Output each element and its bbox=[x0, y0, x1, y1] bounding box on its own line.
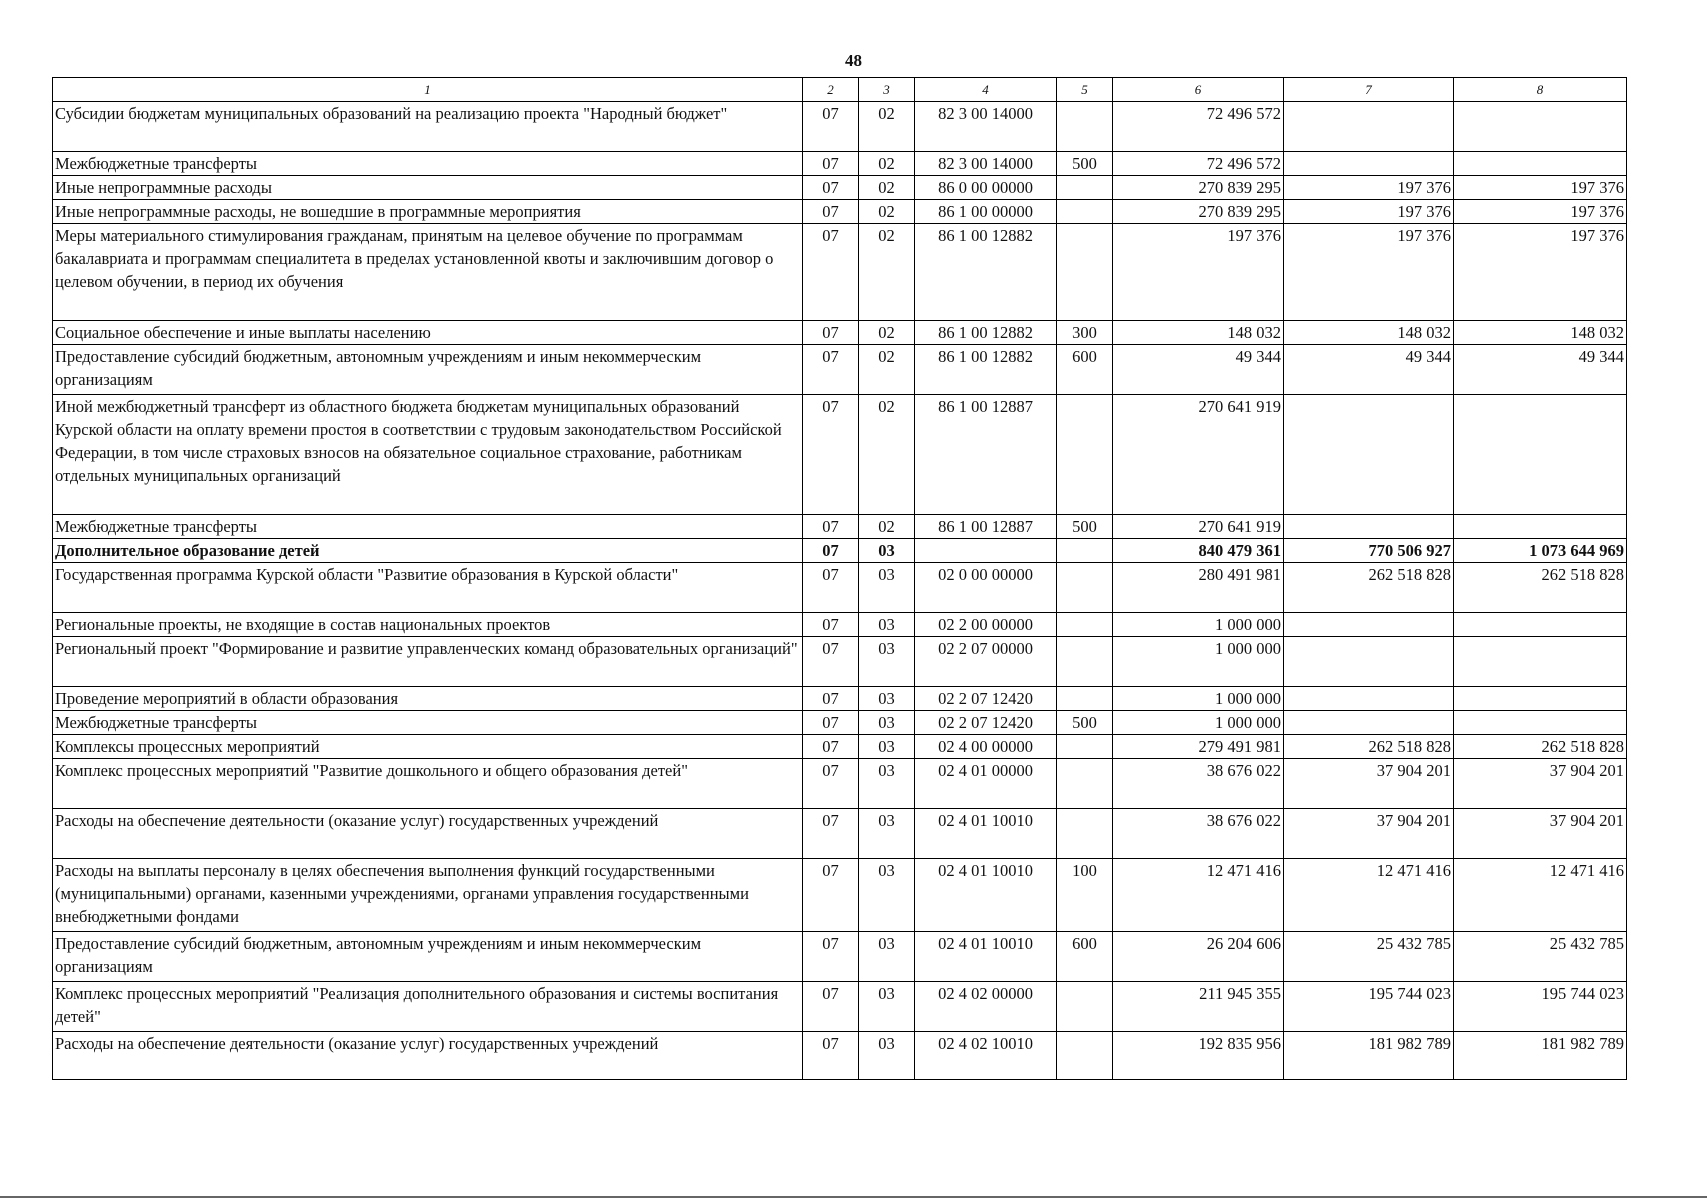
target-article-code bbox=[915, 539, 1057, 563]
table-row bbox=[53, 345, 1627, 395]
amount-col7: 12 471 416 bbox=[1284, 859, 1454, 932]
target-article-code: 02 4 00 00000 bbox=[915, 735, 1057, 759]
amount-col7 bbox=[1284, 687, 1454, 711]
amount-col7: 195 744 023 bbox=[1284, 982, 1454, 1032]
expense-type-code bbox=[1057, 1032, 1113, 1080]
row-name: Межбюджетные трансферты bbox=[53, 515, 803, 539]
amount-col8: 12 471 416 bbox=[1454, 859, 1627, 932]
table-row bbox=[53, 395, 1627, 515]
page-number: 48 bbox=[845, 51, 862, 70]
amount-col6: 192 835 956 bbox=[1113, 1032, 1284, 1080]
subsection-code: 02 bbox=[859, 200, 915, 224]
amount-col8 bbox=[1454, 637, 1627, 687]
expense-type-code: 300 bbox=[1057, 321, 1113, 345]
amount-col6: 38 676 022 bbox=[1113, 809, 1284, 859]
column-number: 2 bbox=[803, 78, 859, 102]
subsection-code: 03 bbox=[859, 1032, 915, 1080]
subsection-code: 02 bbox=[859, 515, 915, 539]
amount-col8 bbox=[1454, 613, 1627, 637]
target-article-code: 02 2 07 12420 bbox=[915, 687, 1057, 711]
subsection-code: 02 bbox=[859, 102, 915, 152]
target-article-code: 02 4 02 00000 bbox=[915, 982, 1057, 1032]
amount-col8: 1 073 644 969 bbox=[1454, 539, 1627, 563]
expense-type-code: 100 bbox=[1057, 859, 1113, 932]
amount-col7 bbox=[1284, 515, 1454, 539]
amount-col8: 37 904 201 bbox=[1454, 759, 1627, 809]
column-number-row bbox=[53, 78, 1627, 102]
section-code: 07 bbox=[803, 687, 859, 711]
amount-col6: 72 496 572 bbox=[1113, 152, 1284, 176]
amount-col8 bbox=[1454, 152, 1627, 176]
column-number: 4 bbox=[915, 78, 1057, 102]
amount-col7: 262 518 828 bbox=[1284, 563, 1454, 613]
row-name: Меры материального стимулирования гражданам, принятым на целевое обучение по программам бакалавриата и программам специалитета в пределах установленной квоты и заключившим договор о целевом обучении, в период их обучения bbox=[53, 224, 803, 321]
table-row bbox=[53, 152, 1627, 176]
section-code: 07 bbox=[803, 809, 859, 859]
row-name: Комплексы процессных мероприятий bbox=[53, 735, 803, 759]
row-name: Межбюджетные трансферты bbox=[53, 152, 803, 176]
amount-col8 bbox=[1454, 515, 1627, 539]
subsection-code: 02 bbox=[859, 321, 915, 345]
target-article-code: 86 0 00 00000 bbox=[915, 176, 1057, 200]
expense-type-code bbox=[1057, 395, 1113, 515]
amount-col7: 197 376 bbox=[1284, 176, 1454, 200]
table-row bbox=[53, 224, 1627, 321]
section-code: 07 bbox=[803, 759, 859, 809]
section-code: 07 bbox=[803, 711, 859, 735]
amount-col6: 280 491 981 bbox=[1113, 563, 1284, 613]
column-number: 6 bbox=[1113, 78, 1284, 102]
amount-col8 bbox=[1454, 711, 1627, 735]
amount-col6: 1 000 000 bbox=[1113, 687, 1284, 711]
table-row bbox=[53, 637, 1627, 687]
subsection-code: 03 bbox=[859, 982, 915, 1032]
row-name: Региональный проект "Формирование и развитие управленческих команд образовательных организаций" bbox=[53, 637, 803, 687]
amount-col6: 270 641 919 bbox=[1113, 395, 1284, 515]
row-name: Социальное обеспечение и иные выплаты населению bbox=[53, 321, 803, 345]
target-article-code: 86 1 00 12887 bbox=[915, 515, 1057, 539]
table-row bbox=[53, 687, 1627, 711]
amount-col7: 148 032 bbox=[1284, 321, 1454, 345]
table-row bbox=[53, 932, 1627, 982]
scan-edge-line bbox=[0, 1196, 1707, 1198]
subsection-code: 02 bbox=[859, 345, 915, 395]
row-name: Межбюджетные трансферты bbox=[53, 711, 803, 735]
expense-type-code bbox=[1057, 809, 1113, 859]
column-number: 8 bbox=[1454, 78, 1627, 102]
column-number: 7 bbox=[1284, 78, 1454, 102]
column-number: 1 bbox=[53, 78, 803, 102]
amount-col8: 25 432 785 bbox=[1454, 932, 1627, 982]
row-name: Расходы на обеспечение деятельности (оказание услуг) государственных учреждений bbox=[53, 809, 803, 859]
target-article-code: 02 4 01 10010 bbox=[915, 859, 1057, 932]
target-article-code: 86 1 00 12882 bbox=[915, 224, 1057, 321]
amount-col6: 270 839 295 bbox=[1113, 200, 1284, 224]
section-code: 07 bbox=[803, 563, 859, 613]
table-row bbox=[53, 102, 1627, 152]
subsection-code: 02 bbox=[859, 152, 915, 176]
section-code: 07 bbox=[803, 859, 859, 932]
expense-type-code bbox=[1057, 224, 1113, 321]
expense-type-code bbox=[1057, 613, 1113, 637]
section-code: 07 bbox=[803, 345, 859, 395]
target-article-code: 86 1 00 12882 bbox=[915, 321, 1057, 345]
amount-col8: 262 518 828 bbox=[1454, 563, 1627, 613]
table-row bbox=[53, 539, 1627, 563]
amount-col6: 49 344 bbox=[1113, 345, 1284, 395]
amount-col6: 12 471 416 bbox=[1113, 859, 1284, 932]
target-article-code: 02 0 00 00000 bbox=[915, 563, 1057, 613]
amount-col6: 72 496 572 bbox=[1113, 102, 1284, 152]
expense-type-code bbox=[1057, 176, 1113, 200]
row-name: Иной межбюджетный трансферт из областного бюджета бюджетам муниципальных образований Курской области на оплату времени простоя в соответствии с трудовым законодательством Российской Федерации, в том числе страховых взносов на обязательное социальное страхование, работникам отдельных муниципальных организаций bbox=[53, 395, 803, 515]
expense-type-code bbox=[1057, 102, 1113, 152]
column-number: 3 bbox=[859, 78, 915, 102]
section-code: 07 bbox=[803, 224, 859, 321]
row-name: Иные непрограммные расходы, не вошедшие в программные мероприятия bbox=[53, 200, 803, 224]
target-article-code: 02 4 01 10010 bbox=[915, 809, 1057, 859]
section-code: 07 bbox=[803, 932, 859, 982]
table-row bbox=[53, 711, 1627, 735]
subsection-code: 03 bbox=[859, 687, 915, 711]
table-row bbox=[53, 982, 1627, 1032]
amount-col7 bbox=[1284, 637, 1454, 687]
section-code: 07 bbox=[803, 176, 859, 200]
expense-type-code bbox=[1057, 687, 1113, 711]
amount-col8: 197 376 bbox=[1454, 224, 1627, 321]
amount-col6: 1 000 000 bbox=[1113, 711, 1284, 735]
amount-col8 bbox=[1454, 395, 1627, 515]
amount-col6: 270 641 919 bbox=[1113, 515, 1284, 539]
amount-col6: 26 204 606 bbox=[1113, 932, 1284, 982]
row-name: Субсидии бюджетам муниципальных образований на реализацию проекта "Народный бюджет" bbox=[53, 102, 803, 152]
row-name: Государственная программа Курской области "Развитие образования в Курской области" bbox=[53, 563, 803, 613]
amount-col7: 49 344 bbox=[1284, 345, 1454, 395]
subsection-code: 03 bbox=[859, 809, 915, 859]
expense-type-code bbox=[1057, 200, 1113, 224]
target-article-code: 82 3 00 14000 bbox=[915, 152, 1057, 176]
row-name: Иные непрограммные расходы bbox=[53, 176, 803, 200]
section-code: 07 bbox=[803, 102, 859, 152]
section-code: 07 bbox=[803, 613, 859, 637]
section-code: 07 bbox=[803, 200, 859, 224]
section-code: 07 bbox=[803, 1032, 859, 1080]
subsection-code: 03 bbox=[859, 711, 915, 735]
row-name: Предоставление субсидий бюджетным, автономным учреждениям и иным некоммерческим организациям bbox=[53, 345, 803, 395]
subsection-code: 03 bbox=[859, 735, 915, 759]
subsection-code: 03 bbox=[859, 613, 915, 637]
expense-type-code: 500 bbox=[1057, 515, 1113, 539]
subsection-code: 03 bbox=[859, 759, 915, 809]
row-name: Комплекс процессных мероприятий "Развитие дошкольного и общего образования детей" bbox=[53, 759, 803, 809]
amount-col6: 38 676 022 bbox=[1113, 759, 1284, 809]
table-row bbox=[53, 735, 1627, 759]
target-article-code: 82 3 00 14000 bbox=[915, 102, 1057, 152]
expense-type-code bbox=[1057, 735, 1113, 759]
section-code: 07 bbox=[803, 152, 859, 176]
amount-col7: 197 376 bbox=[1284, 224, 1454, 321]
expense-type-code: 500 bbox=[1057, 711, 1113, 735]
table-row bbox=[53, 176, 1627, 200]
subsection-code: 03 bbox=[859, 563, 915, 613]
amount-col6: 211 945 355 bbox=[1113, 982, 1284, 1032]
section-code: 07 bbox=[803, 637, 859, 687]
amount-col7 bbox=[1284, 711, 1454, 735]
expense-type-code: 600 bbox=[1057, 932, 1113, 982]
section-code: 07 bbox=[803, 539, 859, 563]
target-article-code: 86 1 00 00000 bbox=[915, 200, 1057, 224]
target-article-code: 86 1 00 12882 bbox=[915, 345, 1057, 395]
section-code: 07 bbox=[803, 735, 859, 759]
expense-type-code bbox=[1057, 637, 1113, 687]
target-article-code: 02 2 07 12420 bbox=[915, 711, 1057, 735]
column-number: 5 bbox=[1057, 78, 1113, 102]
amount-col6: 148 032 bbox=[1113, 321, 1284, 345]
subsection-code: 03 bbox=[859, 932, 915, 982]
table-row bbox=[53, 613, 1627, 637]
row-name: Региональные проекты, не входящие в состав национальных проектов bbox=[53, 613, 803, 637]
row-name: Предоставление субсидий бюджетным, автономным учреждениям и иным некоммерческим организациям bbox=[53, 932, 803, 982]
subsection-code: 03 bbox=[859, 637, 915, 687]
amount-col7: 770 506 927 bbox=[1284, 539, 1454, 563]
section-code: 07 bbox=[803, 515, 859, 539]
table-row bbox=[53, 859, 1627, 932]
amount-col6: 270 839 295 bbox=[1113, 176, 1284, 200]
amount-col7 bbox=[1284, 152, 1454, 176]
amount-col8: 37 904 201 bbox=[1454, 809, 1627, 859]
amount-col8 bbox=[1454, 102, 1627, 152]
amount-col8: 197 376 bbox=[1454, 176, 1627, 200]
amount-col8: 195 744 023 bbox=[1454, 982, 1627, 1032]
target-article-code: 02 2 00 00000 bbox=[915, 613, 1057, 637]
section-code: 07 bbox=[803, 395, 859, 515]
expense-type-code bbox=[1057, 759, 1113, 809]
amount-col8: 49 344 bbox=[1454, 345, 1627, 395]
amount-col7: 262 518 828 bbox=[1284, 735, 1454, 759]
table-row bbox=[53, 1032, 1627, 1080]
amount-col7: 25 432 785 bbox=[1284, 932, 1454, 982]
row-name: Дополнительное образование детей bbox=[53, 539, 803, 563]
budget-table bbox=[52, 77, 1627, 1080]
amount-col8: 262 518 828 bbox=[1454, 735, 1627, 759]
section-code: 07 bbox=[803, 321, 859, 345]
target-article-code: 86 1 00 12887 bbox=[915, 395, 1057, 515]
subsection-code: 02 bbox=[859, 176, 915, 200]
amount-col8 bbox=[1454, 687, 1627, 711]
section-code: 07 bbox=[803, 982, 859, 1032]
target-article-code: 02 4 01 00000 bbox=[915, 759, 1057, 809]
subsection-code: 03 bbox=[859, 859, 915, 932]
row-name: Проведение мероприятий в области образования bbox=[53, 687, 803, 711]
amount-col8: 197 376 bbox=[1454, 200, 1627, 224]
amount-col7 bbox=[1284, 613, 1454, 637]
row-name: Расходы на выплаты персоналу в целях обеспечения выполнения функций государственными (муниципальными) органами, казенными учреждениями, органами управления государственными внебюджетными фондами bbox=[53, 859, 803, 932]
expense-type-code: 500 bbox=[1057, 152, 1113, 176]
amount-col7: 197 376 bbox=[1284, 200, 1454, 224]
amount-col7: 37 904 201 bbox=[1284, 809, 1454, 859]
table-row bbox=[53, 321, 1627, 345]
table-row bbox=[53, 563, 1627, 613]
table-row bbox=[53, 809, 1627, 859]
target-article-code: 02 2 07 00000 bbox=[915, 637, 1057, 687]
amount-col6: 279 491 981 bbox=[1113, 735, 1284, 759]
expense-type-code bbox=[1057, 539, 1113, 563]
amount-col7: 181 982 789 bbox=[1284, 1032, 1454, 1080]
amount-col7: 37 904 201 bbox=[1284, 759, 1454, 809]
table-row bbox=[53, 200, 1627, 224]
row-name: Расходы на обеспечение деятельности (оказание услуг) государственных учреждений bbox=[53, 1032, 803, 1080]
amount-col6: 197 376 bbox=[1113, 224, 1284, 321]
amount-col8: 148 032 bbox=[1454, 321, 1627, 345]
amount-col6: 840 479 361 bbox=[1113, 539, 1284, 563]
amount-col8: 181 982 789 bbox=[1454, 1032, 1627, 1080]
amount-col7 bbox=[1284, 395, 1454, 515]
amount-col6: 1 000 000 bbox=[1113, 637, 1284, 687]
amount-col6: 1 000 000 bbox=[1113, 613, 1284, 637]
row-name: Комплекс процессных мероприятий "Реализация дополнительного образования и системы воспитания детей" bbox=[53, 982, 803, 1032]
expense-type-code: 600 bbox=[1057, 345, 1113, 395]
expense-type-code bbox=[1057, 982, 1113, 1032]
subsection-code: 02 bbox=[859, 395, 915, 515]
target-article-code: 02 4 02 10010 bbox=[915, 1032, 1057, 1080]
subsection-code: 02 bbox=[859, 224, 915, 321]
expense-type-code bbox=[1057, 563, 1113, 613]
table-row bbox=[53, 759, 1627, 809]
subsection-code: 03 bbox=[859, 539, 915, 563]
table-row bbox=[53, 515, 1627, 539]
target-article-code: 02 4 01 10010 bbox=[915, 932, 1057, 982]
amount-col7 bbox=[1284, 102, 1454, 152]
